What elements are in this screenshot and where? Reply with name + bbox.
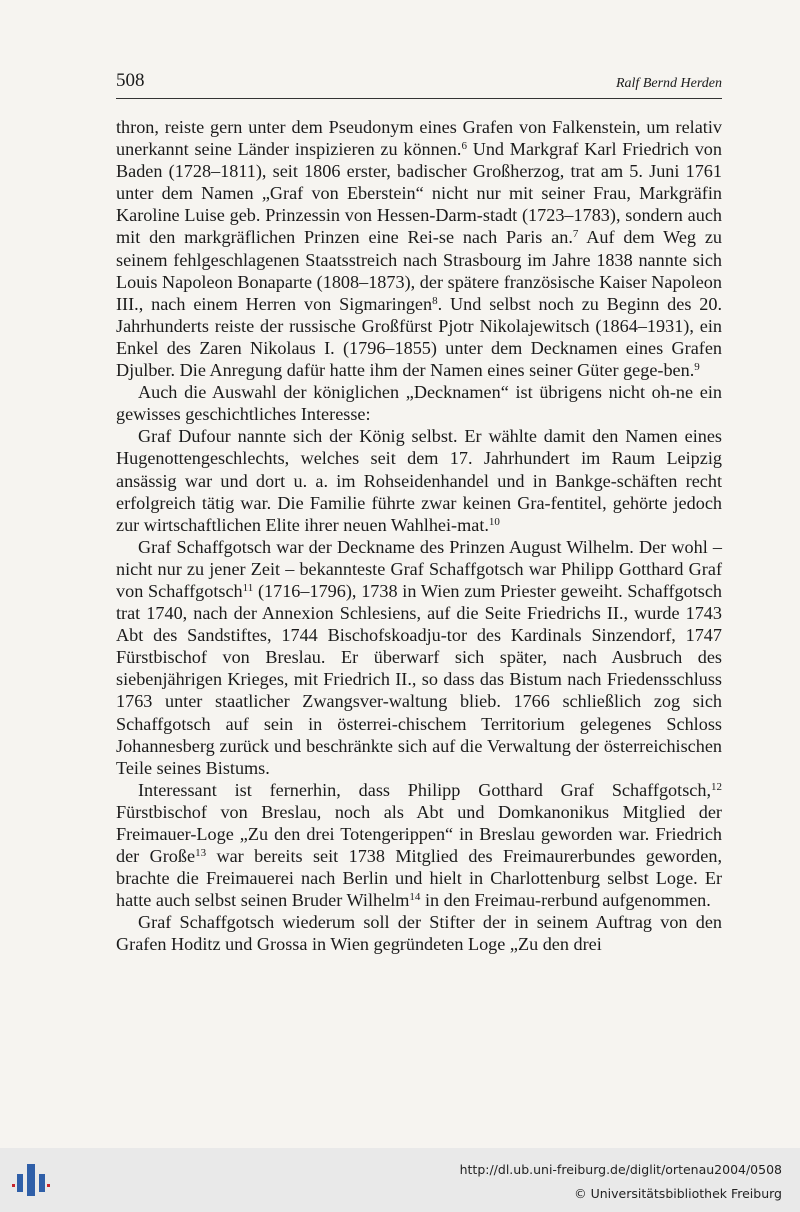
paragraph	[116, 536, 722, 779]
paragraph-text: Und Markgraf Karl Friedrich von Baden (1728–1811), seit 1806 erster, badischer Großherzog, trat am 5. Juni 1761 unter dem Namen „Graf von Eberstein“ nicht nur mit seiner Frau, Markgräfin Karoline Luise geb. Prinzessin von Hessen-Darm-stadt (1723–1783), sondern auch mit den markgräflichen Prinzen eine Rei-se nach Paris an.	[116, 139, 722, 248]
running-head-author: Ralf Bernd Herden	[615, 76, 722, 91]
paragraph-text: Auch die Auswahl der königlichen „Decknamen“ ist übrigens nicht oh-ne ein gewisses geschichtliches Interesse:	[116, 382, 722, 425]
footer-bar	[0, 1148, 800, 1212]
footer-url-link[interactable]: http://dl.ub.uni-freiburg.de/diglit/ortenau2004/0508	[459, 1162, 782, 1177]
footnote-marker: 6	[461, 140, 467, 153]
page-header	[116, 70, 722, 99]
footnote-marker: 13	[195, 847, 207, 860]
paragraph-text: Interessant ist fernerhin, dass Philipp Gotthard Graf Schaffgotsch,	[138, 779, 711, 800]
paragraph	[116, 116, 722, 381]
footnote-marker: 9	[694, 361, 700, 374]
footer-copyright: © Universitätsbibliothek Freiburg	[574, 1186, 782, 1201]
footnote-marker: 7	[572, 228, 579, 241]
page-number: 508	[116, 70, 145, 91]
paragraph-text: Graf Schaffgotsch wiederum soll der Stifter der in seinem Auftrag von den Grafen Hoditz und Grossa in Wien gegründeten Loge „Zu den drei	[116, 912, 722, 955]
paragraph	[116, 779, 722, 912]
footnote-marker: 10	[488, 515, 500, 528]
paragraph-text: Auf dem Weg zu seinem fehlgeschlagenen Staatsstreich nach Strasbourg im Jahre 1838 nannte sich Louis Napoleon Bonaparte (1808–1873), der spätere französische Kaiser Napoleon III., nach einem Herren von Sigmaringen	[116, 227, 722, 314]
paragraph-text: Fürstbischof von Breslau, noch als Abt und Domkanonikus Mitglied der Freimauer-Loge „Zu den drei Totengerippen“ in Breslau geworden war. Friedrich der Große	[116, 801, 722, 867]
paragraph	[116, 425, 722, 535]
paragraph-text: (1716–1796), 1738 in Wien zum Priester geweiht. Schaffgotsch trat 1740, nach der Annexion Schlesiens, auf die Seite Friedrichs II., wurde 1743 Abt des Sandstiftes, 1744 Bischofskoadju-tor des Kardinals Sinzendorf, 1747 Fürstbischof von Breslau. Er überwarf sich später, nach Ausbruch des siebenjährigen Krieges, mit Friedrich II., so dass das Bistum nach Friedensschluss 1763 unter staatlicher Zwangsver-waltung blieb. 1766 schließlich zog sich Schaffgotsch auf sein in österrei-chischem Territorium gelegenes Schloss Johannesberg zurück und beschränkte sich auf die Verwaltung der österreichischen Teile seines Bistums.	[116, 580, 723, 778]
paragraph-text: thron, reiste gern unter dem Pseudonym eines Grafen von Falkenstein, um relativ unerkannt seine Länder inspizieren zu können.	[116, 117, 722, 160]
footnote-marker: 14	[409, 891, 421, 904]
paragraph-text: war bereits seit 1738 Mitglied des Freimaurerbundes geworden, brachte die Freimauerei nach Berlin und hielt in Charlottenburg selbst Loge. Er hatte auch selbst seinen Bruder Wilhelm	[116, 846, 722, 911]
paragraph-text: in den Freimau-rerbund aufgenommen.	[420, 890, 711, 911]
paragraph-text: Graf Schaffgotsch war der Deckname des Prinzen August Wilhelm. Der wohl – nicht nur zu jener Zeit – bekannteste Graf Schaffgotsch war Philipp Gotthard Graf von Schaffgotsch	[116, 536, 722, 601]
ub-freiburg-logo-icon	[12, 1162, 50, 1198]
paragraph-text: Graf Dufour nannte sich der König selbst. Er wählte damit den Namen eines Hugenottengeschlechts, welches seit dem 17. Jahrhundert im Raum Leipzig ansässig war und dort u. a. im Rohseidenhandel und in Bankge-schäften recht erfolgreich tätig war. Die Familie führte zwar keinen Gra-fentitel, gehörte jedoch zur wirtschaftlichen Elite ihrer neuen Wahlhei-mat.	[116, 426, 722, 535]
footnote-marker: 12	[711, 780, 722, 793]
footnote-marker: 8	[432, 294, 438, 307]
paragraph	[116, 911, 722, 955]
paragraph-text: . Und selbst noch zu Beginn des 20. Jahrhunderts reiste der russische Großfürst Pjotr Nikolajewitsch (1864–1931), ein Enkel des Zaren Nikolaus I. (1796–1855) unter dem Decknamen eines Grafen Djulber. Die Anregung dafür hatte ihm der Namen eines seiner Güter gege-ben.	[116, 293, 722, 381]
body-text	[116, 116, 722, 956]
footnote-marker: 11	[242, 581, 254, 594]
paragraph	[116, 381, 722, 425]
